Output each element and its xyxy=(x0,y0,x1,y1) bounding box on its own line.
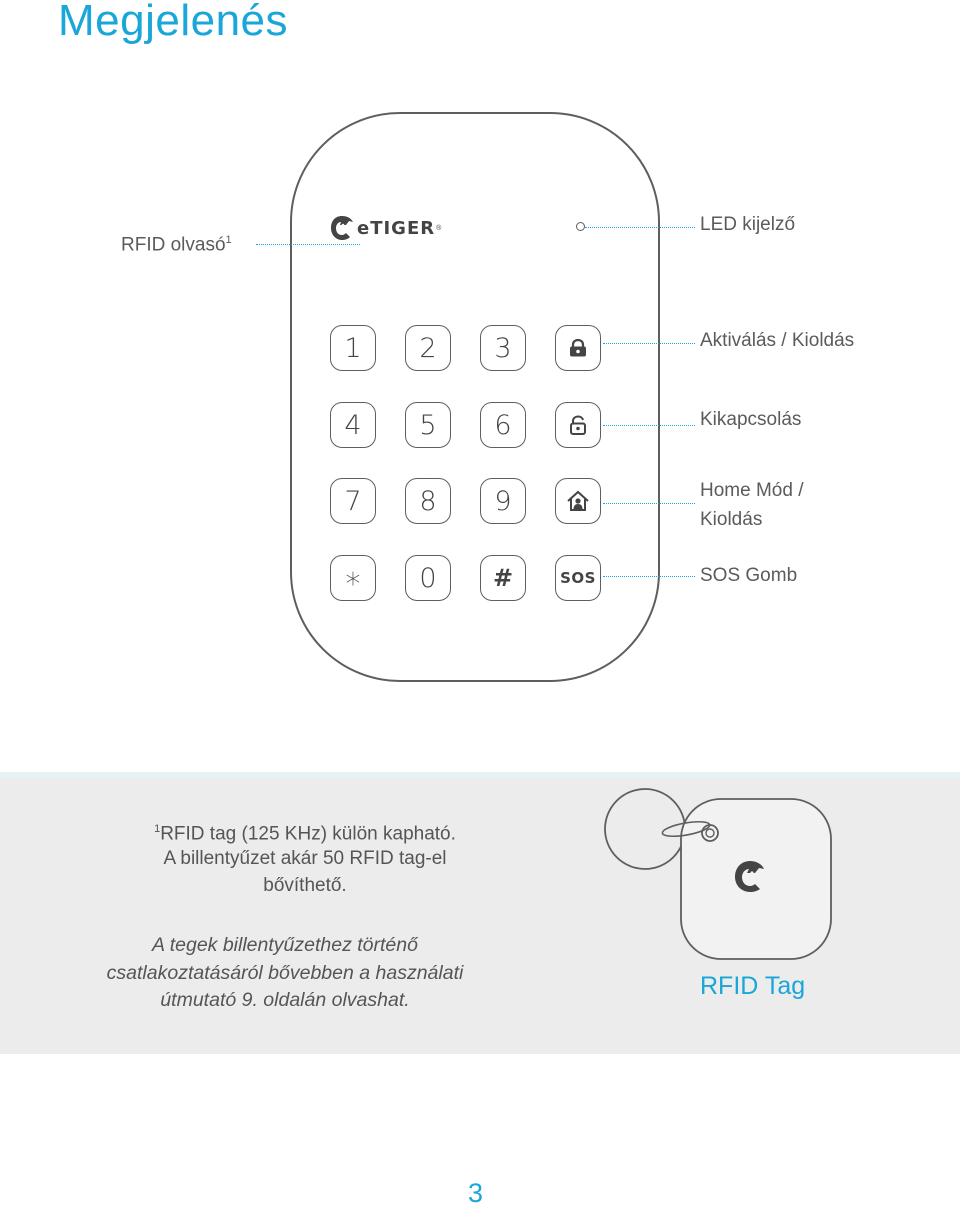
lock-open-icon xyxy=(568,415,588,435)
key-5[interactable]: 5 xyxy=(405,402,451,448)
callout-sos: SOS Gomb xyxy=(700,565,798,586)
italic-note-line-3: útmutató 9. oldalán olvashat. xyxy=(160,989,410,1011)
leader-led xyxy=(585,227,695,228)
key-7[interactable]: 7 xyxy=(330,478,376,524)
leader-sos xyxy=(603,576,695,577)
callout-rfid-reader xyxy=(121,226,232,259)
home-person-icon xyxy=(566,490,590,512)
callout-home-mode xyxy=(700,476,803,534)
brand-name: eTIGER xyxy=(357,217,436,239)
info-panel-top-band xyxy=(0,772,960,778)
key-arm[interactable] xyxy=(555,325,601,371)
key-home-mode[interactable] xyxy=(555,478,601,524)
led-indicator xyxy=(576,222,585,231)
key-8[interactable]: 8 xyxy=(405,478,451,524)
callout-led: LED kijelző xyxy=(700,214,796,235)
italic-note-line-1: A tegek billentyűzethez történő xyxy=(152,934,418,956)
callout-home-mode-line2: Kioldás xyxy=(700,509,763,530)
key-6[interactable]: 6 xyxy=(480,402,526,448)
callout-rfid-reader-text: RFID olvasó xyxy=(121,234,226,256)
page-number: 3 xyxy=(468,1178,484,1208)
callout-home-mode-line1: Home Mód / xyxy=(700,480,804,501)
registered-mark: ® xyxy=(436,224,442,232)
leader-home-mode xyxy=(603,503,695,504)
footnote-line-3: bővíthető. xyxy=(263,875,347,896)
key-ring xyxy=(605,789,685,869)
key-hash[interactable]: # xyxy=(480,555,526,601)
key-0[interactable]: 0 xyxy=(405,555,451,601)
key-star[interactable]: ∗ xyxy=(330,555,376,601)
italic-note-line-2: csatlakoztatásáról bővebben a használati xyxy=(106,962,464,984)
tiger-logo-icon xyxy=(330,215,354,241)
rfid-tag-illustration xyxy=(600,785,840,965)
callout-disarm: Kikapcsolás xyxy=(700,409,802,430)
leader-disarm xyxy=(603,425,695,426)
key-4[interactable]: 4 xyxy=(330,402,376,448)
lock-closed-icon xyxy=(568,339,588,357)
leader-rfid-reader xyxy=(256,244,360,245)
callout-arm: Aktiválás / Kioldás xyxy=(700,330,855,351)
rfid-tag-body xyxy=(681,799,831,959)
key-disarm[interactable] xyxy=(555,402,601,448)
rfid-tag-label: RFID Tag xyxy=(700,972,806,1000)
footnote-text-1: RFID tag (125 KHz) külön kapható. xyxy=(160,823,456,845)
key-1[interactable]: 1 xyxy=(330,325,376,371)
footnote-sup: 1 xyxy=(154,823,161,835)
key-9[interactable]: 9 xyxy=(480,478,526,524)
key-2[interactable]: 2 xyxy=(405,325,451,371)
key-3[interactable]: 3 xyxy=(480,325,526,371)
key-sos[interactable]: SOS xyxy=(555,555,601,601)
page-title: Megjelenés xyxy=(58,0,289,45)
footnote-marker: 1 xyxy=(225,234,232,246)
footnote-line-1 xyxy=(70,817,540,846)
leader-arm xyxy=(603,343,695,344)
footnote-line-2: A billentyűzet akár 50 RFID tag-el xyxy=(163,848,447,869)
brand-logo xyxy=(330,213,441,243)
